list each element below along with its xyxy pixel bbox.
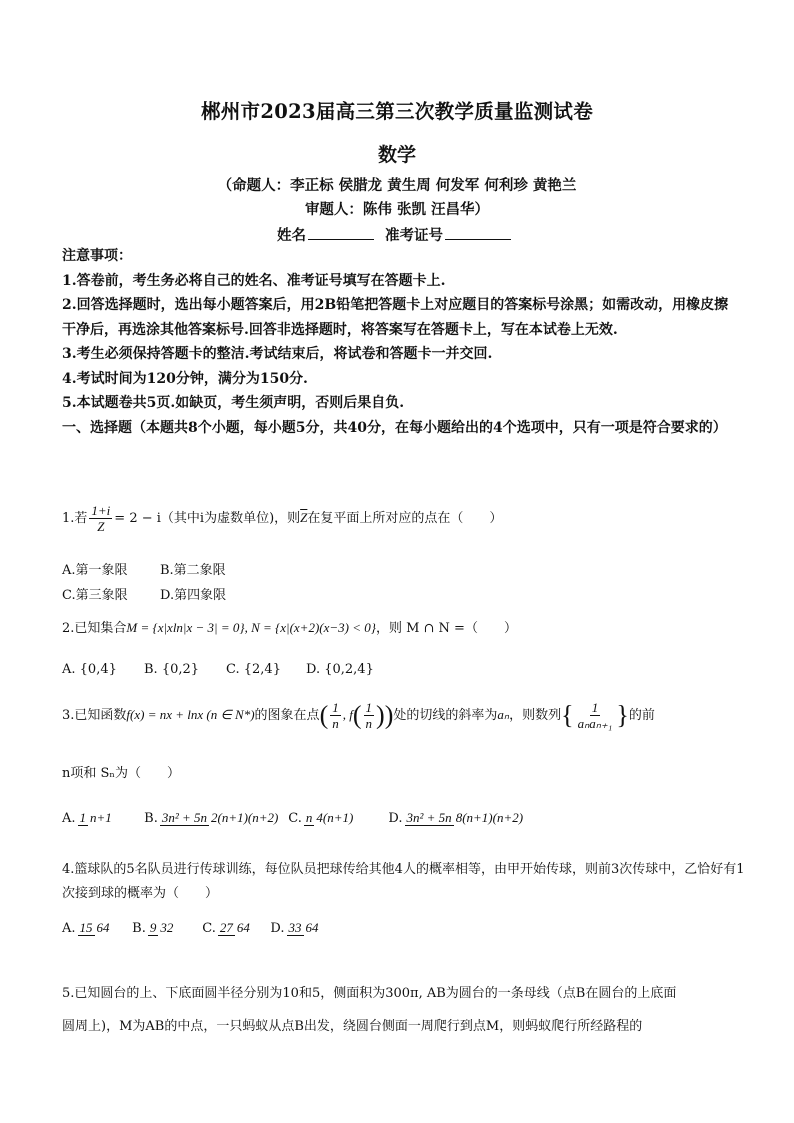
q1-option-d: D.第四象限: [160, 588, 227, 603]
q3-text1: 3.已知函数: [62, 708, 127, 723]
q3-text2: 的图象在点: [254, 708, 320, 723]
name-label: 姓名: [276, 227, 306, 244]
q3-expr1: f(x) = nx + lnx (n ∈ N*): [126, 707, 255, 722]
q1-rest: = 2 − i（其中i为虚数单位)，则: [114, 511, 301, 526]
q3-b-frac: 3n² + 5n 2(n+1)(n+2): [161, 810, 279, 825]
q3-option-a: A. 1 n+1: [62, 808, 140, 829]
reviewer-line: 审题人：陈伟 张凯 汪昌华）: [304, 201, 490, 218]
q1-prefix: 1.若: [62, 511, 88, 526]
q3-text5: 的前: [628, 708, 655, 723]
q3-paren-open2: (: [352, 700, 362, 730]
q3-paren-close2: ): [376, 700, 385, 730]
q3-brace-open: {: [561, 700, 574, 730]
q1-option-b: B.第二象限: [160, 563, 226, 578]
q1-option-c: C.第三象限: [62, 588, 128, 603]
exam-id-label: 准考证号: [385, 227, 444, 244]
note-item: 5.本试题卷共5页.如缺页，考生须声明，否则后果自负.: [62, 395, 405, 411]
q3-option-c: C. n 4(n+1): [288, 808, 384, 829]
q2-options: [62, 660, 752, 680]
note-item: 1.答卷前，考生务必将自己的姓名、准考证号填写在答题卡上.: [62, 272, 446, 289]
name-blank: [308, 227, 374, 240]
q2-tail: ，则 M ∩ N =（ ）: [375, 621, 517, 636]
q3-options: [62, 808, 752, 829]
q3-c-frac: n 4(n+1): [305, 810, 354, 825]
q1-options-row2: [62, 586, 752, 606]
q3-seq-frac: $\frac{1}{\text{aₙaₙ₊₁}}$: [577, 700, 613, 731]
q1-tail: 在复平面上所对应的点在（ ）: [307, 511, 503, 526]
author-line: （命题人：李正标 侯腊龙 黄生周 何发军 何利珍 黄艳兰: [217, 177, 577, 194]
q3-a-frac: 1 n+1: [79, 810, 112, 825]
q3-paren-open: (: [319, 700, 329, 730]
q4-c-frac: 27 64: [219, 920, 250, 935]
q2-text: 2.已知集合: [62, 621, 127, 636]
q3-an: aₙ: [497, 707, 510, 722]
q3-point-mid: , f: [342, 707, 353, 722]
q4-option-c: C. 27 64: [202, 918, 266, 939]
q4-option-d: D. 33 64: [270, 918, 322, 939]
candidate-info: [0, 224, 794, 245]
section-heading: 一、选择题（本题共8个小题，每小题5分，共40分，在每小题给出的4个选项中，只有一项是符合要求的）: [62, 419, 727, 436]
subject-title: 数学: [377, 144, 416, 166]
question-2: [62, 618, 752, 639]
exam-id-blank: [445, 227, 511, 240]
q4-option-b: B. 9 32: [132, 918, 198, 939]
q2-option-c: C. {2,4}: [226, 662, 281, 677]
question-1: [62, 503, 752, 534]
q3-d-frac: 3n² + 5n 8(n+1)(n+2): [406, 810, 524, 825]
q3-option-d: D. 3n² + 5n 8(n+1)(n+2): [388, 808, 527, 829]
question-5-line2: 圆周上)，M为AB的中点，一只蚂蚁从点B出发，绕圆台侧面一周爬行到点M，则蚂蚁爬行所经路程的: [62, 1019, 643, 1034]
q1-zbar: $\overline{Z}$: [300, 510, 308, 525]
q2-option-a: A. {0,4}: [62, 662, 117, 677]
q4-b-frac: 9 32: [149, 920, 174, 935]
q3-point-frac: $\frac{1}{n}$: [332, 700, 339, 731]
q1-options-row1: [62, 561, 752, 581]
q1-fraction: $\frac{1+i}{Z}$: [91, 503, 111, 534]
q3-line2: n项和 Sₙ为（ ）: [62, 766, 181, 781]
question-4: 4.篮球队的5名队员进行传球训练，每位队员把球传给其他4人的概率相等，由甲开始传球，则前3次传球中，乙恰好有1次接到球的概率为（ ）: [62, 862, 745, 901]
q3-point-frac2: $\frac{1}{n}$: [365, 700, 373, 731]
q3-paren-close: ): [384, 700, 394, 730]
q3-text3: 处的切线的斜率为: [393, 708, 498, 723]
note-item: 4.考试时间为120分钟，满分为150分.: [62, 370, 308, 387]
question-5-line1: 5.已知圆台的上、下底面圆半径分别为10和5，侧面积为300π, AB为圆台的一条母线（点B在圆台的上底面: [62, 986, 677, 1001]
q1-option-a: A.第一象限: [62, 563, 128, 578]
q2-expr: M = {x|xln|x − 3| = 0}, N = {x|(x+2)(x−3) < 0}: [126, 620, 376, 635]
q2-option-d: D. {0,2,4}: [306, 662, 374, 677]
note-item: 2.回答选择题时，选出每小题答案后，用2B铅笔把答题卡上对应题目的答案标号涂黑；如需改动，用橡皮擦干净后，再选涂其他答案标号.回答非选择题时，将答案写在答题卡上，写在本试卷上无效.: [62, 297, 729, 338]
note-item: 3.考生必须保持答题卡的整洁.考试结束后，将试卷和答题卡一并交回.: [62, 346, 493, 362]
notes-heading: 注意事项：: [62, 248, 132, 264]
q3-text4: ，则数列: [509, 708, 562, 723]
q4-a-frac: 15 64: [79, 920, 110, 935]
notes-block: [62, 244, 742, 440]
q4-option-a: A. 15 64: [62, 918, 128, 939]
q4-d-frac: 33 64: [288, 920, 319, 935]
q3-brace-close: }: [616, 700, 629, 730]
q2-option-b: B. {0,2}: [144, 662, 200, 677]
q3-option-b: B. 3n² + 5n 2(n+1)(n+2): [144, 808, 284, 829]
q4-options: [62, 918, 752, 939]
question-3: [62, 700, 752, 731]
exam-title: 郴州市2023届高三第三次教学质量监测试卷: [200, 100, 594, 123]
